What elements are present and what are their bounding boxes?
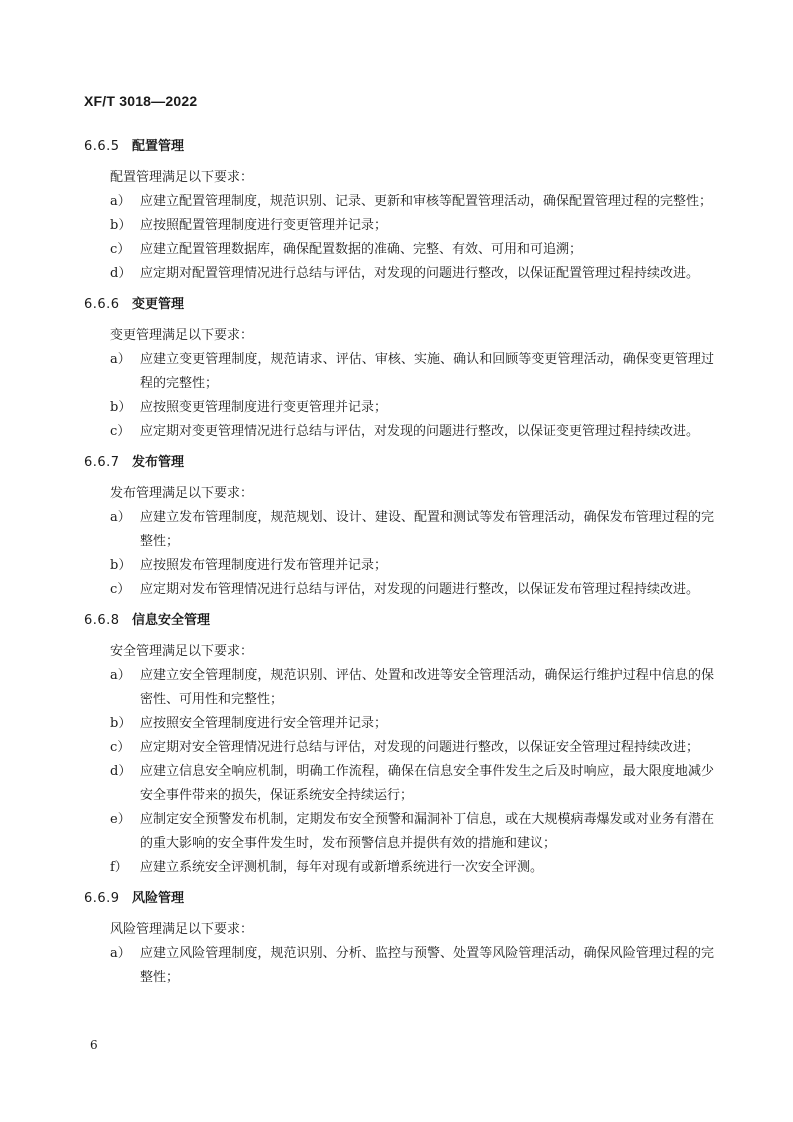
- list-item: [84, 856, 714, 880]
- section-title: 发布管理: [132, 455, 185, 470]
- section-title: 配置管理: [132, 139, 185, 154]
- list-item: [84, 348, 714, 396]
- list-item: [84, 712, 714, 736]
- item-label: b）: [110, 716, 132, 731]
- list-item: [84, 664, 714, 712]
- item-label: a）: [110, 352, 131, 367]
- section-number: 6.6.8: [84, 613, 120, 628]
- item-label: e）: [110, 812, 131, 827]
- section-heading: [84, 610, 714, 632]
- section-heading: [84, 294, 714, 316]
- section-title: 变更管理: [132, 297, 185, 312]
- item-label: b）: [110, 400, 132, 415]
- item-text: 应定期对发布管理情况进行总结与评估，对发现的问题进行整改，以保证发布管理过程持续改进。: [140, 582, 700, 597]
- item-text: 应建立配置管理数据库，确保配置数据的准确、完整、有效、可用和可追溯；: [140, 242, 583, 257]
- item-text: 应建立变更管理制度，规范请求、评估、审核、实施、确认和回顾等变更管理活动，确保变更管理过程的完整性；: [140, 352, 714, 391]
- list-item: [84, 238, 714, 262]
- item-label: f）: [110, 860, 128, 875]
- section-6-6-8: [84, 610, 714, 880]
- list-item: [84, 420, 714, 444]
- item-label: a）: [110, 946, 131, 961]
- section-heading: [84, 452, 714, 474]
- item-text: 应建立配置管理制度，规范识别、记录、更新和审核等配置管理活动，确保配置管理过程的完整性；: [140, 194, 713, 209]
- section-title: 信息安全管理: [132, 613, 211, 628]
- list-item: [84, 554, 714, 578]
- item-label: b）: [110, 218, 132, 233]
- item-label: c）: [110, 242, 131, 257]
- item-label: c）: [110, 424, 131, 439]
- section-intro: 变更管理满足以下要求：: [110, 328, 254, 343]
- item-text: 应建立信息安全响应机制，明确工作流程，确保在信息安全事件发生之后及时响应，最大限度地减少安全事件带来的损失，保证系统安全持续运行；: [140, 764, 714, 803]
- section-intro: 风险管理满足以下要求：: [110, 922, 254, 937]
- section-6-6-9: [84, 888, 714, 990]
- item-label: c）: [110, 582, 131, 597]
- item-label: c）: [110, 740, 131, 755]
- item-label: a）: [110, 510, 131, 525]
- standard-code: XF/T 3018—2022: [84, 93, 198, 109]
- section-intro: 安全管理满足以下要求：: [110, 644, 254, 659]
- list-item: [84, 578, 714, 602]
- section-6-6-5: [84, 136, 714, 286]
- section-number: 6.6.9: [84, 891, 120, 906]
- section-6-6-6: [84, 294, 714, 444]
- item-label: d）: [110, 764, 132, 779]
- list-item: [84, 942, 714, 990]
- section-number: 6.6.7: [84, 455, 120, 470]
- item-text: 应定期对变更管理情况进行总结与评估，对发现的问题进行整改，以保证变更管理过程持续改进。: [140, 424, 700, 439]
- document-body: [84, 136, 714, 998]
- item-text: 应按照变更管理制度进行变更管理并记录；: [140, 400, 388, 415]
- section-heading: [84, 136, 714, 158]
- list-item: [84, 214, 714, 238]
- section-number: 6.6.6: [84, 297, 120, 312]
- item-text: 应按照配置管理制度进行变更管理并记录；: [140, 218, 388, 233]
- item-label: d）: [110, 266, 132, 281]
- item-text: 应建立系统安全评测机制，每年对现有或新增系统进行一次安全评测。: [140, 860, 544, 875]
- item-text: 应制定安全预警发布机制，定期发布安全预警和漏洞补丁信息，或在大规模病毒爆发或对业务有潜在的重大影响的安全事件发生时，发布预警信息并提供有效的措施和建议；: [140, 812, 714, 851]
- item-text: 应按照发布管理制度进行发布管理并记录；: [140, 558, 388, 573]
- list-item: [84, 190, 714, 214]
- section-6-6-7: [84, 452, 714, 602]
- item-label: a）: [110, 194, 131, 209]
- item-text: 应按照安全管理制度进行安全管理并记录；: [140, 716, 388, 731]
- list-item: [84, 808, 714, 856]
- section-intro: 发布管理满足以下要求：: [110, 486, 254, 501]
- item-text: 应建立安全管理制度，规范识别、评估、处置和改进等安全管理活动，确保运行维护过程中信息的保密性、可用性和完整性；: [140, 668, 714, 707]
- list-item: [84, 396, 714, 420]
- list-item: [84, 262, 714, 286]
- list-item: [84, 506, 714, 554]
- section-heading: [84, 888, 714, 910]
- section-intro: 配置管理满足以下要求：: [110, 170, 254, 185]
- section-title: 风险管理: [132, 891, 185, 906]
- list-item: [84, 736, 714, 760]
- item-text: 应建立风险管理制度，规范识别、分析、监控与预警、处置等风险管理活动，确保风险管理过程的完整性；: [140, 946, 714, 985]
- page-number: 6: [90, 1038, 98, 1052]
- item-label: a）: [110, 668, 131, 683]
- list-item: [84, 760, 714, 808]
- item-text: 应定期对配置管理情况进行总结与评估，对发现的问题进行整改，以保证配置管理过程持续改进。: [140, 266, 700, 281]
- item-label: b）: [110, 558, 132, 573]
- item-text: 应建立发布管理制度，规范规划、设计、建设、配置和测试等发布管理活动，确保发布管理过程的完整性；: [140, 510, 714, 549]
- item-text: 应定期对安全管理情况进行总结与评估，对发现的问题进行整改，以保证安全管理过程持续改进；: [140, 740, 700, 755]
- section-number: 6.6.5: [84, 139, 120, 154]
